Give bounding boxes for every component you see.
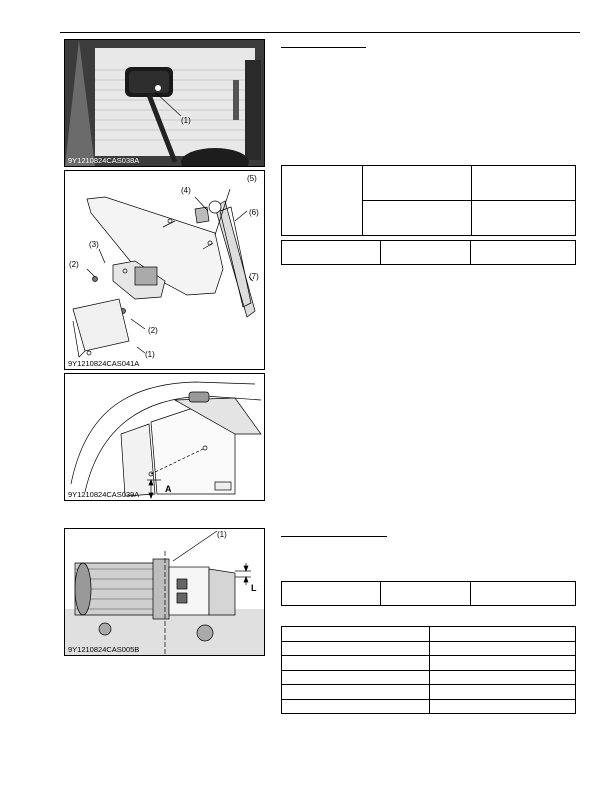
figure-wiper-exploded xyxy=(64,170,265,370)
spec-table-2 xyxy=(281,240,576,265)
figure-cab-dimension xyxy=(64,373,265,501)
cab-dimension-illustration xyxy=(65,374,264,500)
figure-code: 9Y1210824CAS039A xyxy=(68,490,140,499)
top-rule xyxy=(60,32,580,33)
figure-code: 9Y1210824CAS038A xyxy=(68,156,140,165)
figure-clutch-gap xyxy=(64,528,265,656)
clutch-gap-illustration xyxy=(65,529,264,655)
dimension-l-label: L xyxy=(251,583,257,593)
callout-2-lower: (2) xyxy=(148,326,158,335)
callout-7: (7) xyxy=(249,272,259,281)
section-heading-rule-1 xyxy=(281,47,366,48)
callout-4: (4) xyxy=(181,186,191,195)
callout-1: (1) xyxy=(145,350,155,359)
figure-code: 9Y1210824CAS005B xyxy=(68,645,140,654)
mirror-illustration xyxy=(65,40,264,166)
callout-6: (6) xyxy=(249,208,259,217)
wiper-exploded-illustration xyxy=(65,171,264,369)
callout-5: (5) xyxy=(247,174,257,183)
figure-mirror xyxy=(64,39,265,167)
callout-1: (1) xyxy=(181,116,191,125)
spec-table-4 xyxy=(281,626,576,714)
callout-3: (3) xyxy=(89,240,99,249)
figure-code: 9Y1210824CAS041A xyxy=(68,359,140,368)
spec-table-3 xyxy=(281,581,576,606)
dimension-a-label: A xyxy=(165,484,172,494)
section-heading-rule-2 xyxy=(281,536,387,537)
callout-2-left: (2) xyxy=(69,260,79,269)
spec-table-1 xyxy=(281,165,576,236)
callout-1: (1) xyxy=(217,530,227,539)
